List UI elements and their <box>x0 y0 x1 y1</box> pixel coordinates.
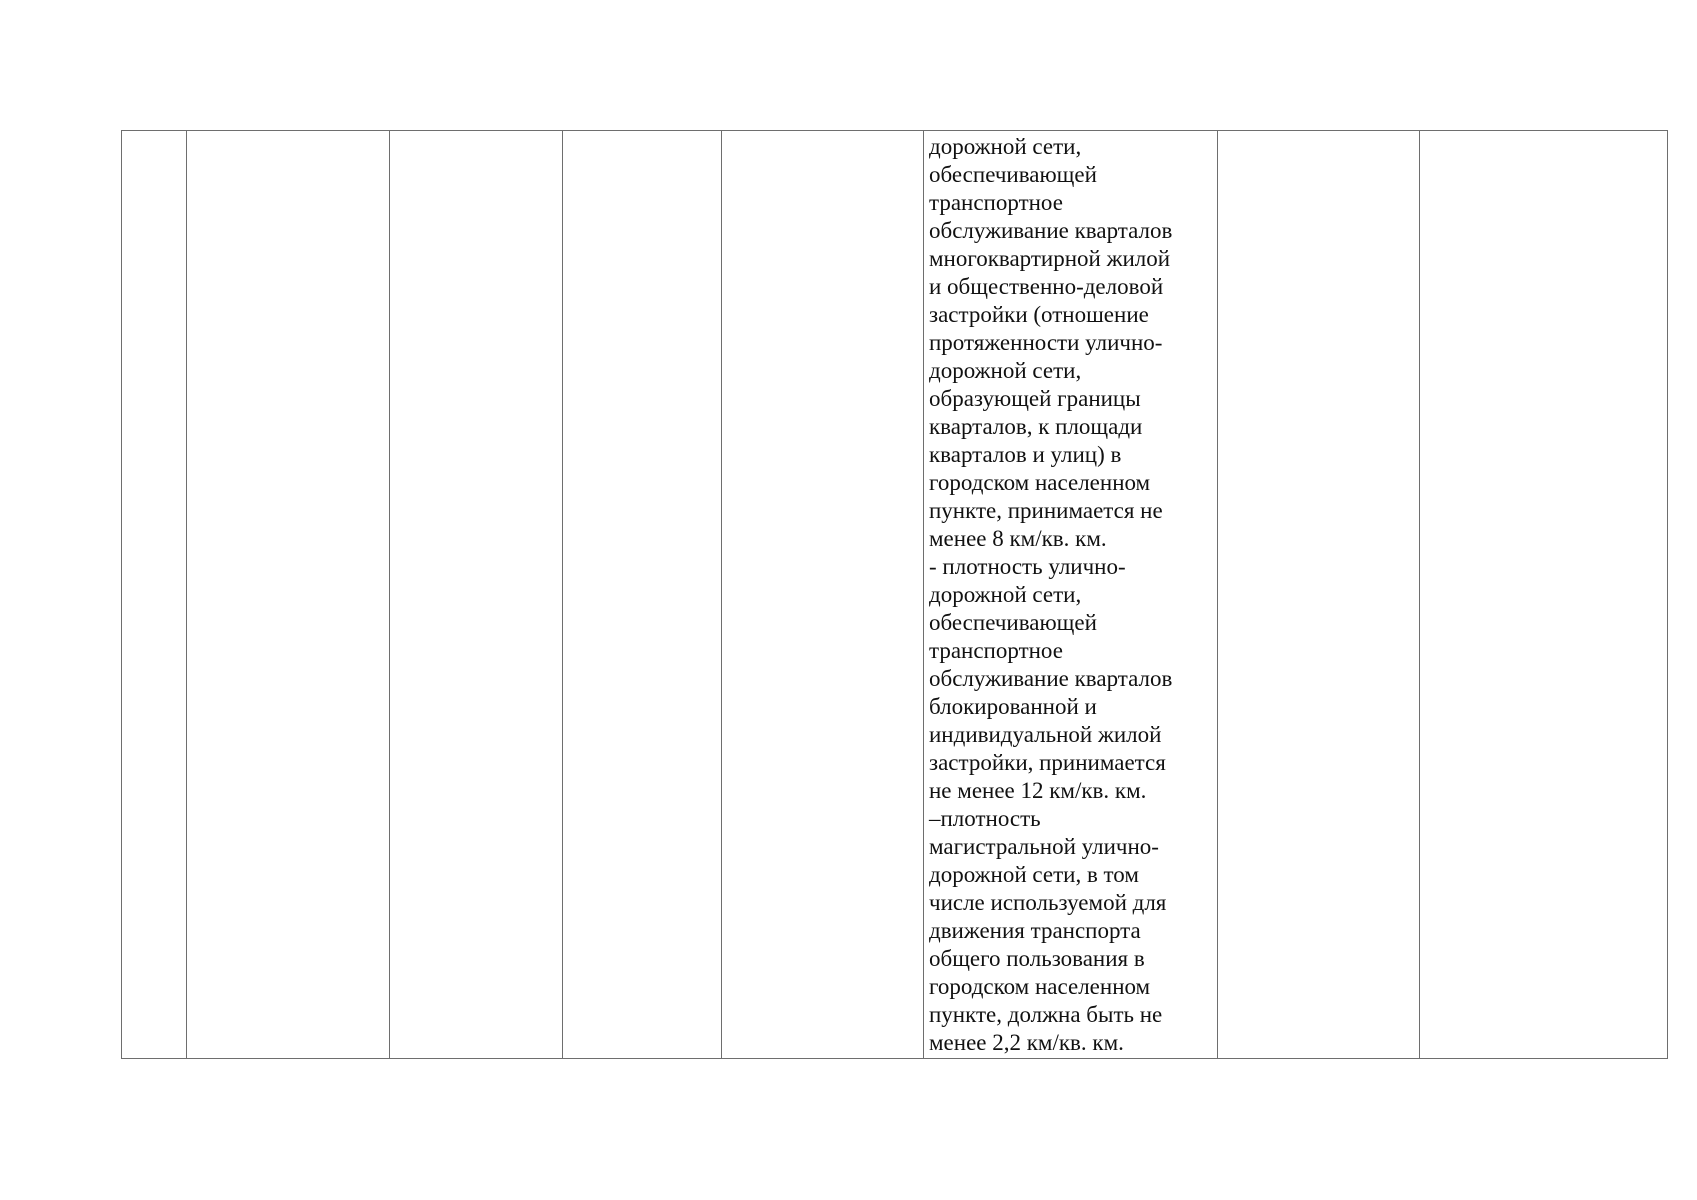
table-cell-col-1 <box>122 131 187 1059</box>
text-line: городском населенном <box>929 974 1151 999</box>
text-line: дорожной сети, <box>929 358 1082 383</box>
table-cell-requirements-text <box>924 131 1218 1059</box>
text-line: блокированной и <box>929 694 1097 719</box>
table-row <box>122 131 1668 1059</box>
table-cell-col-5 <box>722 131 924 1059</box>
text-line: и общественно-деловой <box>929 274 1164 299</box>
table-cell-col-8 <box>1420 131 1668 1059</box>
table-cell-col-3 <box>390 131 563 1059</box>
text-line: застройки, принимается <box>929 750 1166 775</box>
text-line: числе используемой для <box>929 890 1167 915</box>
text-line: –плотность <box>929 806 1041 831</box>
text-line: обслуживание кварталов <box>929 218 1173 243</box>
text-line: городском населенном <box>929 470 1151 495</box>
text-line: дорожной сети, <box>929 134 1082 159</box>
text-line: менее 8 км/кв. км. <box>929 526 1107 551</box>
text-line: обслуживание кварталов <box>929 666 1173 691</box>
text-line: пункте, должна быть не <box>929 1002 1163 1027</box>
text-line: кварталов, к площади <box>929 414 1143 439</box>
text-line: пункте, принимается не <box>929 498 1163 523</box>
text-line: обеспечивающей <box>929 162 1097 187</box>
text-line: транспортное <box>929 190 1063 215</box>
text-line: образующей границы <box>929 386 1141 411</box>
text-line: протяженности улично- <box>929 330 1163 355</box>
text-line: многоквартирной жилой <box>929 246 1171 271</box>
text-line: - плотность улично- <box>929 554 1126 579</box>
text-line: движения транспорта <box>929 918 1141 943</box>
text-line: не менее 12 км/кв. км. <box>929 778 1147 803</box>
table-cell-col-7 <box>1218 131 1420 1059</box>
text-line: застройки (отношение <box>929 302 1149 327</box>
table-cell-col-2 <box>187 131 390 1059</box>
document-table <box>121 130 1668 1059</box>
text-line: кварталов и улиц) в <box>929 442 1122 467</box>
text-line: транспортное <box>929 638 1063 663</box>
text-line: обеспечивающей <box>929 610 1097 635</box>
text-line: общего пользования в <box>929 946 1145 971</box>
text-line: магистральной улично- <box>929 834 1159 859</box>
text-line: индивидуальной жилой <box>929 722 1162 747</box>
text-line: дорожной сети, <box>929 582 1082 607</box>
text-line: менее 2,2 км/кв. км. <box>929 1030 1124 1055</box>
table-cell-col-4 <box>563 131 722 1059</box>
text-line: дорожной сети, в том <box>929 862 1139 887</box>
